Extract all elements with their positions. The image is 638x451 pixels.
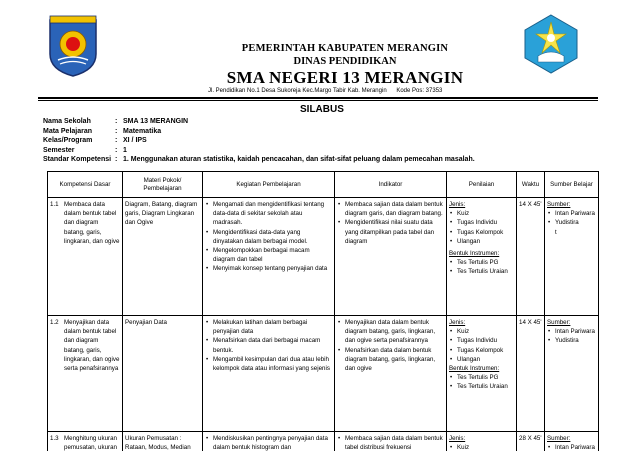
kd-text: Menyajikan data dalam bentuk tabel dan diagram batang, garis, lingkaran, dan ogive serta penafsirannya (64, 319, 120, 373)
kegiatan-cell (203, 198, 335, 316)
col-header-kegiatan: Kegiatan Pembelajaran (203, 172, 335, 198)
school-address (208, 88, 450, 94)
header-rule-thin (38, 100, 598, 101)
col-header-penilaian: Penilaian (447, 172, 517, 198)
indikator-cell (335, 316, 447, 432)
list-item: • Tes Tertulis PG (449, 373, 514, 382)
instrumen-label: Bentuk Instrumen: (449, 250, 500, 258)
document-title: SILABUS (300, 104, 344, 115)
identity-label: Semester (43, 146, 75, 154)
identity-row: Nama Sekolah : SMA 13 MERANGIN (43, 118, 189, 125)
list-item: • Tugas Individu (449, 218, 514, 227)
kd-cell (48, 432, 123, 451)
jenis-label: Jenis: (449, 319, 466, 326)
jenis-label: Jenis: (449, 201, 466, 208)
waktu-cell: 14 X 45' (517, 198, 545, 316)
identity-row: Mata Pelajaran : Matematika (43, 127, 162, 135)
list-item: • Ulangan (449, 237, 514, 246)
list-item: • Intan Pariwara (547, 443, 596, 451)
tut-wuri-handayani-logo (520, 12, 582, 76)
table-row (48, 316, 599, 432)
header-rule-thick (38, 97, 598, 99)
list-item: • Kuiz (449, 443, 514, 451)
list-item: • Ulangan (449, 355, 514, 364)
list-item: • Menafsirkan data dari berbagai macam bentuk. (205, 336, 332, 354)
materi-cell: Penyajian Data (123, 316, 203, 432)
materi-cell: Ukuran Pemusatan : Rataan, Modus, Median (123, 432, 203, 451)
syllabus-table (47, 171, 599, 451)
list-item: • Intan Pariwara (547, 327, 596, 336)
indikator-cell (335, 198, 447, 316)
identity-label: Kelas/Program (43, 137, 93, 144)
materi-cell: Diagram, Batang, diagram garis, Diagram Lingkaran dan Ogive (123, 198, 203, 316)
instrumen-label: Bentuk Instrumen: (449, 365, 500, 373)
identity-row: Kelas/Program : XI / IPS (43, 137, 147, 144)
sumber-label: Sumber: (547, 435, 571, 442)
waktu-cell: 28 X 45' (517, 432, 545, 451)
list-item: • Yudistira (547, 336, 596, 345)
penilaian-cell (447, 432, 517, 451)
list-item: • Kuiz (449, 327, 514, 336)
kd-text: Menghitung ukuran pemusatan, ukuran (64, 435, 117, 451)
list-item: • Yudistira (547, 218, 596, 227)
identity-value: XI / IPS (123, 137, 147, 144)
col-header-materi: Materi Pokok/ Pembelajaran (123, 172, 203, 198)
postal-code: Kode Pos: 37353 (396, 88, 443, 94)
identity-row: Semester : 1 (43, 146, 127, 154)
sumber-label: Sumber: (547, 201, 571, 208)
col-header-indikator: Indikator (335, 172, 447, 198)
table-header-row (48, 172, 599, 198)
list-item: • Tugas Kelompok (449, 346, 514, 355)
identity-row: Standar Kompetensi : 1. Menggunakan aturan statistika, kaidah pencacahan, dan sifat-sifat peluang dalam pemecahan masalah. (43, 156, 475, 163)
kd-number: 1.1 (50, 201, 59, 208)
penilaian-cell (447, 316, 517, 432)
sumber-extra: t (555, 228, 557, 236)
sumber-label: Sumber: (547, 319, 571, 326)
list-item: • Mengambil kesimpulan dari dua atau lebih kelompok data atau informasi yang sejenis (205, 355, 332, 373)
list-item: • Menyimak konsep tentang penyajian data (205, 264, 332, 273)
government-title: PEMERINTAH KABUPATEN MERANGIN (241, 43, 449, 54)
identity-label: Standar Kompetensi (43, 156, 112, 163)
identity-value: Matematika (123, 127, 162, 135)
col-header-waktu: Waktu (517, 172, 545, 198)
sumber-cell (545, 432, 599, 451)
list-item: • Tes Tertulis PG (449, 258, 514, 267)
waktu-cell: 14 X 45' (517, 316, 545, 432)
col-header-kd: Kompetensi Dasar (48, 172, 123, 198)
list-item: • Tugas Individu (449, 336, 514, 345)
list-item: • Melakukan latihan dalam berbagai penyajian data (205, 318, 332, 336)
identity-label: Mata Pelajaran (43, 127, 93, 135)
list-item: • Tes Tertulis Uraian (449, 267, 514, 276)
list-item: • Mengidentifikasi data-data yang dinyatakan dalam berbagai model. (205, 228, 332, 246)
identity-value: 1. Menggunakan aturan statistika, kaidah pencacahan, dan sifat-sifat peluang dalam pemecahan masalah. (123, 156, 475, 163)
table-row (48, 432, 599, 451)
kd-number: 1.3 (50, 435, 59, 442)
identity-block (43, 117, 475, 165)
identity-value: 1 (123, 146, 127, 154)
kd-number: 1.2 (50, 319, 59, 326)
letterhead (180, 42, 510, 88)
agency-title: DINAS PENDIDIKAN (293, 56, 397, 67)
kegiatan-cell (203, 432, 335, 451)
list-item: • Intan Pariwara (547, 209, 596, 218)
sumber-cell (545, 316, 599, 432)
list-item: • Mendiskusikan pentingnya penyajian data dalam bentuk histogram dan (205, 434, 332, 451)
kd-cell (48, 198, 123, 316)
list-item: • Menafsirkan data dalam bentuk diagram batang, garis, lingkaran, dan ogive (337, 346, 444, 374)
sumber-cell (545, 198, 599, 316)
kegiatan-cell (203, 316, 335, 432)
kd-text: Membaca data dalam bentuk tabel dan diagram batang, garis, lingkaran, dan ogive (64, 201, 120, 245)
jenis-label: Jenis: (449, 435, 466, 442)
list-item: • Membaca sajian data dalam bentuk tabel distribusi frekuensi (337, 434, 444, 451)
list-item: • Kuiz (449, 209, 514, 218)
indikator-cell (335, 432, 447, 451)
kd-cell (48, 316, 123, 432)
list-item: • Menyajikan data dalam bentuk diagram batang, garis, lingkaran, dan ogive serta penafsirannya (337, 318, 444, 346)
list-item: • Tugas Kelompok (449, 228, 514, 237)
list-item: • Membaca sajian data dalam bentuk diagram garis, dan diagram batang. (337, 200, 444, 218)
identity-label: Nama Sekolah (43, 118, 91, 125)
list-item: • Tes Tertulis Uraian (449, 382, 514, 391)
list-item: • Mengelompokkan berbagai macam diagram dan tabel (205, 246, 332, 264)
merangin-emblem-logo (46, 14, 100, 78)
list-item: • Mengamati dan mengidentifikasi tentang data-data di sekitar sekolah atau madrasah. (205, 200, 332, 228)
penilaian-cell (447, 198, 517, 316)
list-item: • Mengidentifikasi nilai suatu data yang ditampilkan pada tabel dan diagram (337, 218, 444, 246)
address-text: Jl. Pendidikan No.1 Desa Sukoreja Kec.Margo Tabir Kab. Merangin (208, 88, 387, 94)
school-name: SMA NEGERI 13 MERANGIN (226, 68, 464, 87)
table-row (48, 198, 599, 316)
identity-value: SMA 13 MERANGIN (123, 118, 189, 125)
col-header-sumber: Sumber Belajar (545, 172, 599, 198)
